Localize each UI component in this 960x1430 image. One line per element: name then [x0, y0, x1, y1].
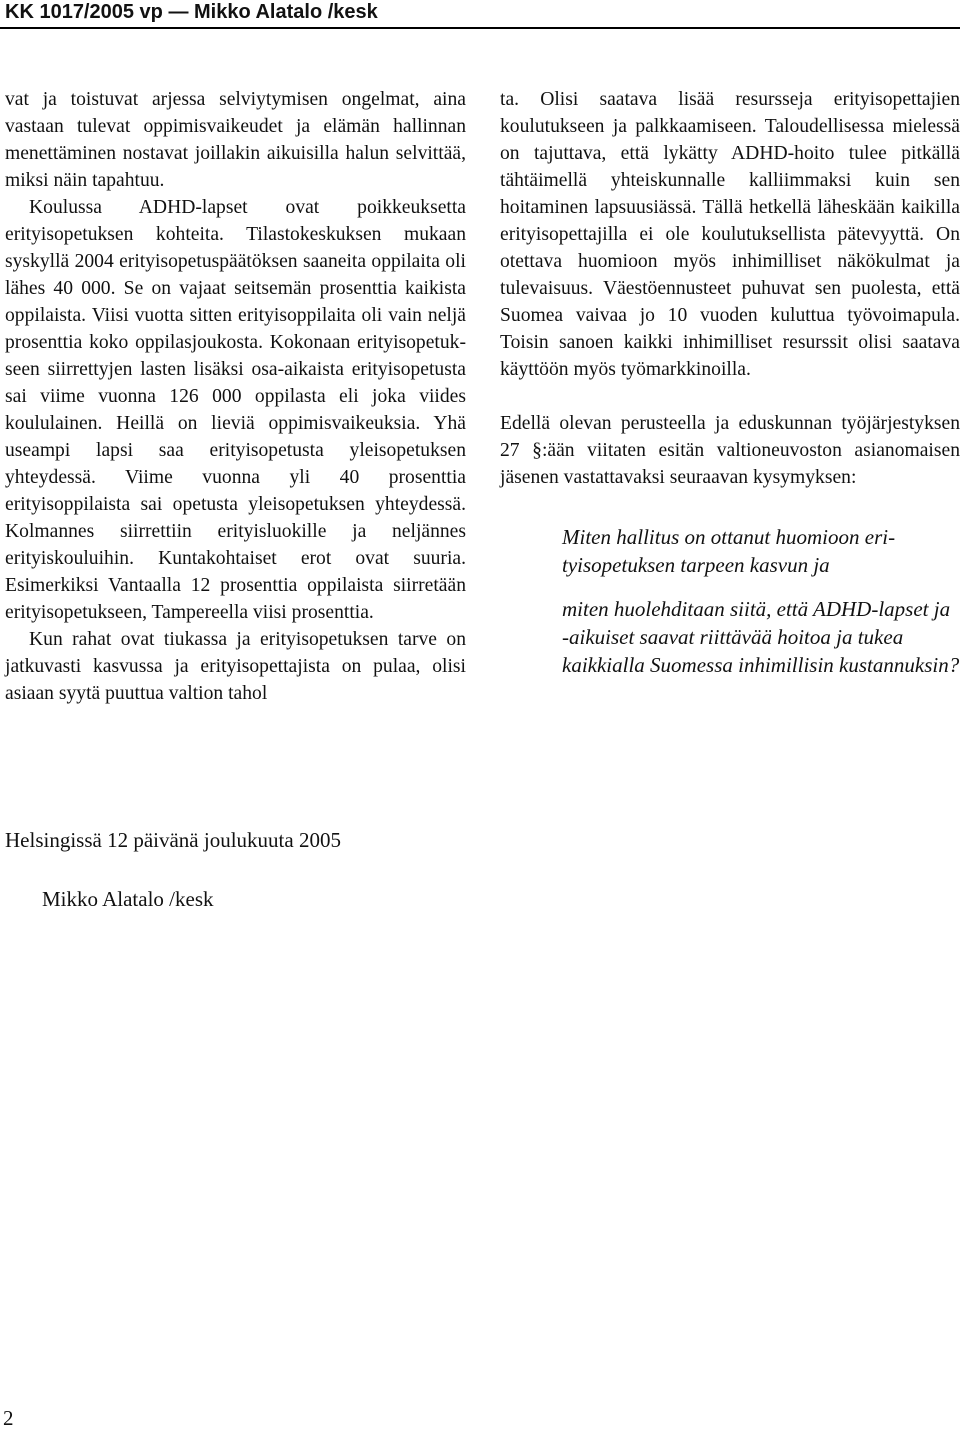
- left-paragraph-1: vat ja toistuvat arjessa selviytymisen ongelmat, aina vastaan tulevat oppimisvaikeudet ja elämän hallinnan menettäminen nostavat joillakin aikuisilla halun selvittää, miksi näin tapahtuu.: [5, 89, 466, 191]
- left-paragraph-2: Koulussa ADHD-lapset ovat poikkeuksetta erityisopetuksen kohteita. Tilastokeskuksen mukaan syskyllä 2004 erityisopetuspäätöksen saaneita oppilaita oli lähes 40 000. Se on vajaat seitsemän prosenttia kaikista oppilaista. Viisi vuotta sitten erityisoppilaita oli vain neljä prosenttia koko oppilasjoukosta. Kokonaan erityisopetukseen siirrettyjen lasten lisäksi osa-aikaista erityisopetusta sai viime vuonna 126 000 oppilasta eli joka viides koululainen. Heillä on lieviä oppimisvaikeuksia. Yhä useampi lapsi saa erityisopetusta yleisopetuksen yhteydessä. Viime vuonna yli 40 prosenttia erityisoppilaista sai opetusta yleisopetuksen yhteydessä. Kolmannes siirrettiin erityisluokille ja neljännes erityiskouluihin. Kuntakohtaiset erot ovat suuria. Esimerkiksi Vantaalla 12 prosenttia oppilaista siirretään erityisopetukseen, Tampereella viisi prosenttia.: [5, 197, 466, 623]
- page-header: [0, 0, 960, 28]
- left-paragraph-3: Kun rahat ovat tiukassa ja erityisopetuksen tarve on jatkuvasti kasvussa ja erityisopettajista on pulaa, olisi asiaan syytä puuttua valtion tahol: [5, 629, 466, 704]
- header-divider: [0, 27, 960, 29]
- signature-name: Mikko Alatalo /kesk: [42, 887, 214, 911]
- right-paragraph-2: Edellä olevan perusteella ja eduskunnan työjärjestyksen 27 §:ään viitaten esitän valtioneuvoston asianomaisen jäsenen vastattavaksi seuraavan kysymyksen:: [500, 413, 960, 488]
- left-column: [5, 86, 466, 707]
- page-number: 2: [3, 1406, 14, 1430]
- header-title: KK 1017/2005 vp — Mikko Alatalo /kesk: [5, 1, 378, 23]
- signature-place-date: Helsingissä 12 päivänä joulukuuta 2005: [5, 828, 341, 852]
- question-2: miten huolehditaan siitä, että ADHD-lapset ja -aikuiset saavat riittävää hoitoa ja tukea kaikkialla Suomessa inhimillisin kustannuksin?: [562, 597, 960, 677]
- right-paragraph-1: ta. Olisi saatava lisää resursseja erityisopettajien koulutukseen ja palkkaamiseen. Taloudellisessa mielessä on tajuttava, että lykätty ADHD-hoito tulee pitkällä tähtäimellä yhteiskunnalle kalliimmaksi kuin sen hoitaminen lapsuusiässä. Tällä hetkellä läheskään kaikilla erityisopettajilla ei ole koulutuksellista pätevyyttä. On otettava huomioon myös inhimilliset näkökulmat ja tulevaisuus. Väestöennusteet puhuvat sen puolesta, että Suomea vaivaa jo 10 vuoden kuluttua työvoimapula. Toisin sanoen kaikki inhimilliset resurssit olisi saatava käyttöön myös työmarkkinoilla.: [500, 89, 960, 380]
- right-column: [500, 86, 960, 679]
- question-1: Miten hallitus on ottanut huomioon erityisopetuksen tarpeen kasvun ja: [562, 525, 896, 577]
